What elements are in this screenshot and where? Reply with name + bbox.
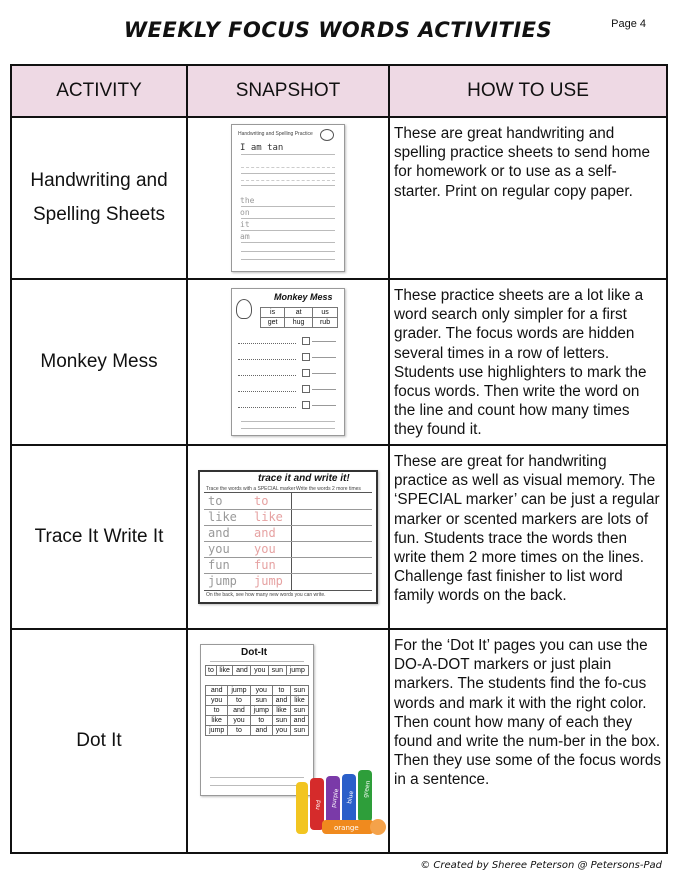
marker-label-red: red (314, 799, 323, 811)
grid-word: and (228, 706, 250, 716)
owl-icon (320, 129, 334, 141)
marker-label-purple: purple (330, 788, 341, 809)
page-number: Page 4 (611, 18, 646, 30)
grid-word: you (206, 696, 228, 706)
marker-blue (342, 774, 356, 826)
grid-word: and (206, 686, 228, 696)
dot-it-header-grid (205, 665, 309, 676)
monkey-mess-thumbnail (231, 288, 345, 436)
trace-word: jump (254, 574, 283, 588)
trace-word: like (208, 510, 237, 524)
snapshot-cell (187, 445, 389, 629)
grid-word: to (206, 706, 228, 716)
thumbnail-word: the (240, 196, 255, 205)
grid-word: to (206, 666, 217, 676)
marker-label-green: green (362, 780, 372, 799)
how-to-use-text: These are great handwriting and spelling practice sheets to send home for homework or to use as a self-starter. Print on regular copy paper. (389, 117, 667, 279)
grid-word: you (250, 686, 272, 696)
how-to-use-text: For the ‘Dot It’ pages you can use the DO-A-DOT markers or just plain markers. The students find the fo-cus words and mark it with the right color. Then count how many of each they found and write the num-ber in the box. Then they use some of the focus words in a sentence. (389, 629, 667, 853)
table-row (11, 117, 667, 279)
thumbnail-title: trace it and write it! (258, 473, 350, 484)
activity-name: Trace It Write It (11, 445, 187, 629)
grid-word: and (272, 696, 290, 706)
grid-word: jump (286, 666, 308, 676)
table-row (11, 279, 667, 445)
grid-word: and (233, 666, 251, 676)
marker-label-blue: blue (346, 790, 356, 805)
grid-word: to (228, 726, 250, 736)
table-header-row (11, 65, 667, 117)
grid-word: to (228, 696, 250, 706)
grid-word: and (290, 716, 308, 726)
marker-label-orange: orange (334, 824, 359, 832)
dot-it-word-grid (205, 685, 309, 736)
grid-word: rub (313, 318, 338, 328)
trace-word: you (208, 542, 230, 556)
trace-word: you (254, 542, 276, 556)
grid-word: at (285, 308, 313, 318)
thumbnail-footer: On the back, see how many new words you can write. (206, 592, 326, 598)
trace-word: like (254, 510, 283, 524)
monkey-icon (236, 299, 252, 319)
footer-credit: © Created by Sheree Peterson @ Petersons-Pad (420, 860, 662, 871)
thumbnail-word: it (240, 220, 250, 229)
thumbnail-word: on (240, 208, 250, 217)
column-header-snapshot: SNAPSHOT (187, 65, 389, 117)
activities-table (10, 64, 668, 854)
thumbnail-right-header: Write the words 2 more times (296, 486, 361, 492)
snapshot-cell (187, 279, 389, 445)
trace-word: and (254, 526, 276, 540)
grid-word: sun (290, 706, 308, 716)
thumbnail-sample-sentence: I am tan (240, 143, 284, 153)
thumbnail-heading: Handwriting and Spelling Practice (238, 131, 313, 137)
trace-word: to (254, 494, 269, 508)
page-title: WEEKLY FOCUS WORDS ACTIVITIES (123, 18, 553, 42)
handwriting-sheet-thumbnail (231, 124, 345, 272)
dot-markers-illustration (292, 764, 388, 844)
marker-green (358, 770, 372, 822)
table-row (11, 629, 667, 853)
grid-word: get (261, 318, 285, 328)
trace-it-thumbnail (198, 470, 378, 604)
thumbnail-word: am (240, 232, 250, 241)
how-to-use-text: These are great for handwriting practice as well as visual memory. The ‘SPECIAL marker’ can be just a regular marker or scented markers are lots of fun. Students trace the words then write them 2 more times on the lines. Challenge fast finisher to list word family words on the back. (389, 445, 667, 629)
marker-orange (322, 819, 386, 835)
grid-word: sun (269, 666, 287, 676)
thumbnail-title: Monkey Mess (274, 292, 333, 302)
grid-word: you (272, 726, 290, 736)
grid-word: is (261, 308, 285, 318)
grid-word: like (290, 696, 308, 706)
grid-word: jump (228, 686, 250, 696)
trace-word: and (208, 526, 230, 540)
grid-word: like (206, 716, 228, 726)
grid-word: to (272, 686, 290, 696)
column-header-activity: ACTIVITY (11, 65, 187, 117)
grid-word: sun (272, 716, 290, 726)
marker-red (310, 778, 324, 830)
grid-word: like (216, 666, 233, 676)
activity-name: Handwriting and Spelling Sheets (11, 117, 187, 279)
grid-word: jump (206, 726, 228, 736)
grid-word: you (228, 716, 250, 726)
grid-word: hug (285, 318, 313, 328)
grid-word: like (272, 706, 290, 716)
how-to-use-text: These practice sheets are a lot like a word search only simpler for a first grader. The focus words are hidden several times in a row of letters. Students use highlighters to mark the focus words. Then write the word on the line and count how many times they found it. (389, 279, 667, 445)
grid-word: jump (250, 706, 272, 716)
column-header-how-to-use: HOW TO USE (389, 65, 667, 117)
snapshot-cell (187, 629, 389, 853)
grid-word: us (313, 308, 338, 318)
trace-word: to (208, 494, 223, 508)
trace-word: fun (208, 558, 230, 572)
activity-name: Dot It (11, 629, 187, 853)
table-row (11, 445, 667, 629)
grid-word: to (250, 716, 272, 726)
grid-word: and (250, 726, 272, 736)
trace-word: fun (254, 558, 276, 572)
thumbnail-title: Dot-It (241, 647, 268, 658)
trace-word: jump (208, 574, 237, 588)
activity-name: Monkey Mess (11, 279, 187, 445)
grid-word: sun (290, 686, 308, 696)
marker-yellow (296, 782, 308, 834)
grid-word: sun (290, 726, 308, 736)
grid-word: you (251, 666, 269, 676)
monkey-word-grid (260, 307, 338, 328)
grid-word: sun (250, 696, 272, 706)
snapshot-cell (187, 117, 389, 279)
thumbnail-left-header: Trace the words with a SPECIAL marker (206, 486, 296, 492)
